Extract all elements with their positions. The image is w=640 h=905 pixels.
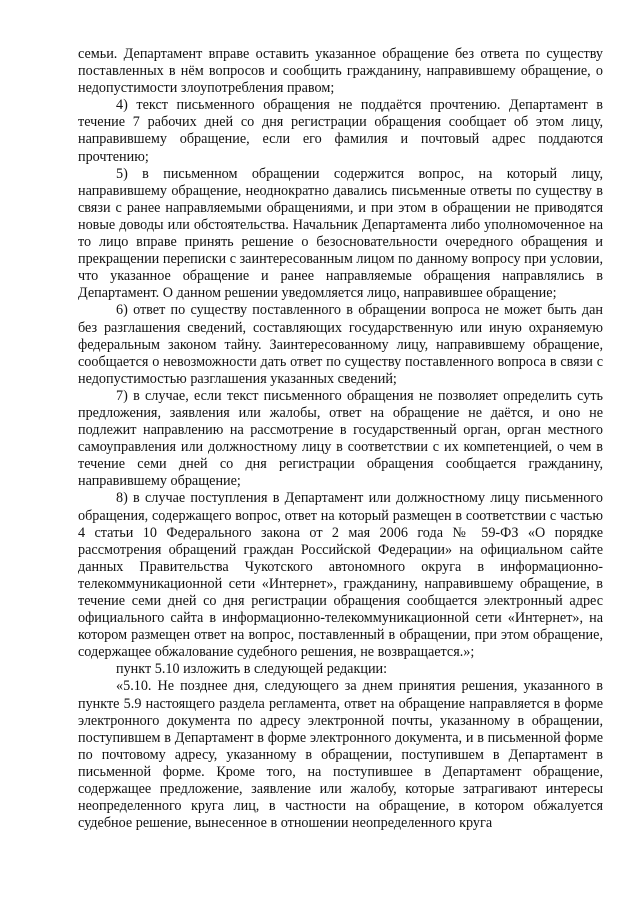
paragraph-clause-5-10: «5.10. Не позднее дня, следующего за днем принятия решения, указанного в пункте 5.9 настоящего раздела регламента, ответ на обращение направляется в форме электронного документа по адресу электронной почты, указанному в обращении, поступившем в Департамент в форме электронного документа, и в письменной форме по почтовому адресу, указанному в обращении, поступившем в Департамент в письменной форме. Кроме того, на поступившее в Департамент обращение, содержащее предложение, заявление или жалобу, которые затрагивают интересы неопределенного круга лиц, в частности на обращение, в котором обжалуется судебное решение, вынесенное в отношении неопределенного круга <box>78 678 603 832</box>
paragraph-amendment-intro: пункт 5.10 изложить в следующей редакции: <box>116 661 388 678</box>
document-page <box>78 46 603 832</box>
paragraph-item-8: 8) в случае поступления в Департамент или должностному лицу письменного обращения, содержащего вопрос, ответ на который размещен в соответствии с частью 4 статьи 10 Федерального закона от 2 мая 2006 года № 59-ФЗ «О порядке рассмотрения обращений граждан Российской Федерации» на официальном сайте данных Правительства Чукотского автономного округа в информационно-телекоммуникационной сети «Интернет», гражданину, направившему обращение, в течение семи дней со дня регистрации обращения сообщается электронный адрес официального сайта в информационно-телекоммуникационной сети «Интернет», на котором размещен ответ на вопрос, поставленный в обращении, при этом обращение, содержащее обжалование судебного решения, не возвращается.»; <box>78 490 603 661</box>
paragraph-3-end: семьи. Департамент вправе оставить указанное обращение без ответа по существу поставленных в нём вопросов и сообщить гражданину, направившему обращение, о недопустимости злоупотребления правом; <box>78 46 603 97</box>
paragraph-item-7: 7) в случае, если текст письменного обращения не позволяет определить суть предложения, заявления или жалобы, ответ на обращение не даётся, и оно не подлежит направлению на рассмотрение в государственный орган, орган местного самоуправления или должностному лицу в соответствии с их компетенцией, о чем в течение семи дней со дня регистрации обращения сообщается гражданину, направившему обращение; <box>78 387 603 490</box>
paragraph-item-6: 6) ответ по существу поставленного в обращении вопроса не может быть дан без разглашения сведений, составляющих государственную или иную охраняемую федеральным законом тайну. Заинтересованному лицу, направившему обращение, сообщается о невозможности дать ответ по существу поставленного вопроса в связи с недопустимостью разглашения указанных сведений; <box>78 302 603 387</box>
paragraph-item-4: 4) текст письменного обращения не поддаётся прочтению. Департамент в течение 7 рабочих дней со дня регистрации обращения сообщает об этом лицу, направившему обращение, если его фамилия и почтовый адрес поддаются прочтению; <box>78 97 603 165</box>
paragraph-item-5: 5) в письменном обращении содержится вопрос, на который лицу, направившему обращение, неоднократно давались письменные ответы по существу в связи с ранее направляемыми обращениями, и при этом в обращении не приводятся новые доводы или обстоятельства. Начальник Департамента либо уполномоченное на то лицо вправе принять решение о безосновательности очередного обращения и прекращении переписки с заинтересованным лицом по данному вопросу при условии, что указанное обращение и ранее направляемые обращения направлялись в Департамент. О данном решении уведомляется лицо, направившее обращение; <box>78 165 603 302</box>
